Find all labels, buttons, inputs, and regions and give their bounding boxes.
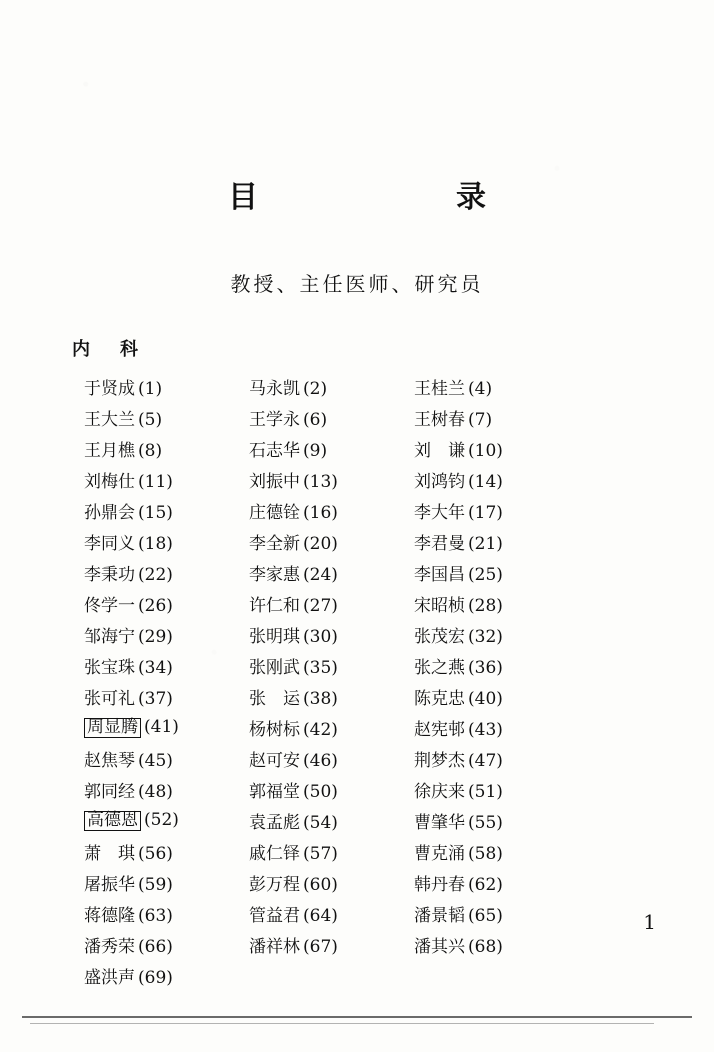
toc-entry-name: 潘景韬 <box>414 906 465 926</box>
toc-entry[interactable] <box>414 405 579 430</box>
toc-row <box>84 805 624 836</box>
toc-entry[interactable] <box>414 560 579 585</box>
toc-entry[interactable] <box>84 405 249 430</box>
toc-entry[interactable] <box>84 591 249 616</box>
toc-entry-name: 张茂宏 <box>414 627 465 647</box>
toc-entry-page: (11) <box>138 472 173 492</box>
toc-entry-page: (42) <box>303 720 338 740</box>
toc-entry-name: 李大年 <box>414 503 465 523</box>
toc-row <box>84 557 624 588</box>
toc-entry[interactable] <box>84 777 249 802</box>
toc-entry[interactable] <box>414 746 579 771</box>
page-title: 目 录 <box>228 180 532 215</box>
toc-entry[interactable] <box>84 498 249 523</box>
toc-entry-page: (8) <box>138 441 163 461</box>
toc-entry-page: (40) <box>468 689 503 709</box>
toc-entry[interactable] <box>414 901 579 926</box>
toc-entry-page: (38) <box>303 689 338 709</box>
footer-rule <box>22 1016 692 1018</box>
toc-entry[interactable] <box>84 870 249 895</box>
toc-entry[interactable] <box>414 591 579 616</box>
toc-entry-name: 刘振中 <box>249 472 300 492</box>
toc-entry-name: 孙鼎会 <box>84 503 135 523</box>
toc-row <box>84 960 624 991</box>
toc-entry[interactable] <box>249 746 414 771</box>
toc-entry-name: 陈克忠 <box>414 689 465 709</box>
toc-entry-page: (37) <box>138 689 173 709</box>
toc-entry-name: 韩丹春 <box>414 875 465 895</box>
toc-entry-page: (4) <box>468 379 493 399</box>
toc-entry-page: (30) <box>303 627 338 647</box>
toc-entry-page: (56) <box>138 844 173 864</box>
page-number: 1 <box>643 910 656 934</box>
toc-entry[interactable] <box>84 653 249 678</box>
toc-row <box>84 464 624 495</box>
toc-entry-page: (47) <box>468 751 503 771</box>
toc-entry[interactable] <box>414 436 579 461</box>
toc-entry[interactable] <box>249 684 414 709</box>
toc-entry-name: 李家惠 <box>249 565 300 585</box>
toc-entry-page: (32) <box>468 627 503 647</box>
toc-entry-name: 邹海宁 <box>84 627 135 647</box>
toc-entry-page: (69) <box>138 968 173 988</box>
toc-entry[interactable] <box>84 622 249 647</box>
toc-entry[interactable] <box>84 901 249 926</box>
toc-entry[interactable] <box>84 963 249 988</box>
toc-row <box>84 433 624 464</box>
toc-entry-name: 刘鸿钧 <box>414 472 465 492</box>
toc-row <box>84 371 624 402</box>
toc-entry-page: (66) <box>138 937 173 957</box>
toc-entry-page: (59) <box>138 875 173 895</box>
toc-entry-name: 荆梦杰 <box>414 751 465 771</box>
toc-row <box>84 526 624 557</box>
toc-entry[interactable] <box>249 467 414 492</box>
toc-entry[interactable] <box>249 715 414 740</box>
toc-entry-name: 刘梅仕 <box>84 472 135 492</box>
toc-entry-name: 蒋德隆 <box>84 906 135 926</box>
toc-entry-name: 李秉功 <box>84 565 135 585</box>
toc-entry-page: (45) <box>138 751 173 771</box>
toc-entry-name: 郭福堂 <box>249 782 300 802</box>
toc-entry[interactable] <box>84 810 249 831</box>
toc-entry-page: (68) <box>468 937 503 957</box>
toc-entry-page: (17) <box>468 503 503 523</box>
toc-entry-name: 赵焦琴 <box>84 751 135 771</box>
toc-entry-page: (6) <box>303 410 328 430</box>
toc-entry-page: (26) <box>138 596 173 616</box>
toc-entry[interactable] <box>249 653 414 678</box>
toc-entry-page: (46) <box>303 751 338 771</box>
toc-entry-page: (16) <box>303 503 338 523</box>
toc-entry[interactable] <box>84 467 249 492</box>
toc-entry[interactable] <box>414 529 579 554</box>
toc-entry-name: 李同义 <box>84 534 135 554</box>
toc-entry[interactable] <box>414 622 579 647</box>
toc-row <box>84 898 624 929</box>
toc-entry[interactable] <box>249 808 414 833</box>
toc-entry-list <box>84 371 624 991</box>
toc-entry-page: (35) <box>303 658 338 678</box>
toc-entry[interactable] <box>84 560 249 585</box>
toc-entry-name: 屠振华 <box>84 875 135 895</box>
toc-entry-name: 曹肇华 <box>414 813 465 833</box>
toc-entry-name: 戚仁铎 <box>249 844 300 864</box>
toc-entry-name: 潘祥林 <box>249 937 300 957</box>
toc-entry-name: 宋昭桢 <box>414 596 465 616</box>
toc-entry-name: 石志华 <box>249 441 300 461</box>
toc-entry-page: (21) <box>468 534 503 554</box>
toc-entry-page: (60) <box>303 875 338 895</box>
toc-entry[interactable] <box>249 839 414 864</box>
toc-entry-page: (1) <box>138 379 163 399</box>
toc-entry-name: 杨树标 <box>249 720 300 740</box>
toc-entry[interactable] <box>249 622 414 647</box>
toc-entry-name: 曹克涌 <box>414 844 465 864</box>
toc-row <box>84 681 624 712</box>
toc-entry-page: (15) <box>138 503 173 523</box>
toc-entry[interactable] <box>414 715 579 740</box>
toc-row <box>84 774 624 805</box>
toc-entry-name: 李国昌 <box>414 565 465 585</box>
toc-entry[interactable] <box>414 374 579 399</box>
toc-entry-name: 高德恩 <box>84 811 141 831</box>
toc-entry-name: 郭同经 <box>84 782 135 802</box>
toc-row <box>84 929 624 960</box>
toc-entry-name: 于贤成 <box>84 379 135 399</box>
toc-entry-page: (64) <box>303 906 338 926</box>
toc-entry-page: (7) <box>468 410 493 430</box>
toc-entry-page: (62) <box>468 875 503 895</box>
toc-entry-name: 潘其兴 <box>414 937 465 957</box>
toc-entry-name: 王学永 <box>249 410 300 430</box>
toc-entry[interactable] <box>84 932 249 957</box>
toc-entry[interactable] <box>249 870 414 895</box>
toc-entry-name: 张 运 <box>249 689 300 709</box>
page-subtitle: 教授、主任医师、研究员 <box>230 272 484 296</box>
toc-entry-page: (55) <box>468 813 503 833</box>
toc-entry-name: 盛洪声 <box>84 968 135 988</box>
toc-entry[interactable] <box>414 839 579 864</box>
toc-entry-name: 潘秀荣 <box>84 937 135 957</box>
toc-entry-page: (27) <box>303 596 338 616</box>
toc-entry-page: (22) <box>138 565 173 585</box>
toc-entry[interactable] <box>249 529 414 554</box>
toc-entry-page: (5) <box>138 410 163 430</box>
toc-entry[interactable] <box>414 684 579 709</box>
toc-entry-name: 李全新 <box>249 534 300 554</box>
toc-entry-page: (41) <box>144 717 179 738</box>
toc-entry-name: 庄德铨 <box>249 503 300 523</box>
toc-entry-name: 张之燕 <box>414 658 465 678</box>
toc-entry-name: 徐庆来 <box>414 782 465 802</box>
toc-entry-name: 李君曼 <box>414 534 465 554</box>
toc-entry-page: (10) <box>468 441 503 461</box>
toc-entry-name: 张明琪 <box>249 627 300 647</box>
toc-entry-page: (18) <box>138 534 173 554</box>
section-heading: 内 科 <box>72 339 144 360</box>
toc-entry-name: 张宝珠 <box>84 658 135 678</box>
toc-entry-name: 张刚武 <box>249 658 300 678</box>
toc-entry[interactable] <box>414 777 579 802</box>
toc-entry[interactable] <box>84 717 249 738</box>
toc-entry[interactable] <box>84 746 249 771</box>
toc-entry[interactable] <box>249 405 414 430</box>
toc-entry-name: 马永凯 <box>249 379 300 399</box>
toc-entry-name: 张可礼 <box>84 689 135 709</box>
footer-rule-secondary <box>30 1023 654 1024</box>
toc-entry-page: (63) <box>138 906 173 926</box>
toc-entry-name: 彭万程 <box>249 875 300 895</box>
toc-entry-page: (9) <box>303 441 328 461</box>
toc-entry-name: 佟学一 <box>84 596 135 616</box>
toc-entry[interactable] <box>84 684 249 709</box>
toc-row <box>84 619 624 650</box>
toc-row <box>84 402 624 433</box>
toc-row <box>84 836 624 867</box>
toc-entry[interactable] <box>249 436 414 461</box>
toc-entry[interactable] <box>249 932 414 957</box>
toc-entry-page: (57) <box>303 844 338 864</box>
toc-entry-page: (28) <box>468 596 503 616</box>
toc-entry[interactable] <box>414 870 579 895</box>
toc-entry[interactable] <box>249 777 414 802</box>
toc-row <box>84 712 624 743</box>
toc-entry-page: (14) <box>468 472 503 492</box>
toc-row <box>84 588 624 619</box>
toc-entry-name: 赵宪邨 <box>414 720 465 740</box>
toc-entry-name: 王大兰 <box>84 410 135 430</box>
toc-entry[interactable] <box>414 498 579 523</box>
toc-entry[interactable] <box>249 560 414 585</box>
toc-row <box>84 650 624 681</box>
toc-entry-name: 许仁和 <box>249 596 300 616</box>
toc-entry-name: 赵可安 <box>249 751 300 771</box>
toc-entry-page: (36) <box>468 658 503 678</box>
toc-entry-name: 周显腾 <box>84 718 141 738</box>
toc-entry-name: 王月樵 <box>84 441 135 461</box>
toc-entry[interactable] <box>84 374 249 399</box>
toc-row <box>84 743 624 774</box>
toc-entry[interactable] <box>249 901 414 926</box>
toc-entry-page: (2) <box>303 379 328 399</box>
toc-entry-name: 刘 谦 <box>414 441 465 461</box>
toc-entry-page: (51) <box>468 782 503 802</box>
toc-entry-page: (24) <box>303 565 338 585</box>
toc-entry-page: (29) <box>138 627 173 647</box>
toc-entry[interactable] <box>249 374 414 399</box>
toc-entry[interactable] <box>84 436 249 461</box>
toc-entry-page: (52) <box>144 810 179 831</box>
toc-entry[interactable] <box>84 529 249 554</box>
toc-entry-page: (50) <box>303 782 338 802</box>
toc-entry-page: (65) <box>468 906 503 926</box>
toc-entry-name: 萧 琪 <box>84 844 135 864</box>
toc-entry[interactable] <box>249 498 414 523</box>
toc-entry-page: (54) <box>303 813 338 833</box>
toc-entry[interactable] <box>414 932 579 957</box>
toc-entry-page: (13) <box>303 472 338 492</box>
toc-entry[interactable] <box>414 467 579 492</box>
toc-row <box>84 495 624 526</box>
toc-entry[interactable] <box>414 653 579 678</box>
toc-entry-page: (43) <box>468 720 503 740</box>
toc-entry[interactable] <box>414 808 579 833</box>
toc-entry-page: (67) <box>303 937 338 957</box>
toc-entry-name: 王桂兰 <box>414 379 465 399</box>
toc-entry-name: 袁孟彪 <box>249 813 300 833</box>
toc-row <box>84 867 624 898</box>
toc-entry-page: (58) <box>468 844 503 864</box>
toc-entry-name: 管益君 <box>249 906 300 926</box>
toc-entry-page: (48) <box>138 782 173 802</box>
toc-entry-page: (20) <box>303 534 338 554</box>
toc-entry-page: (25) <box>468 565 503 585</box>
toc-entry-page: (34) <box>138 658 173 678</box>
toc-entry[interactable] <box>249 591 414 616</box>
toc-entry-name: 王树春 <box>414 410 465 430</box>
toc-entry[interactable] <box>84 839 249 864</box>
